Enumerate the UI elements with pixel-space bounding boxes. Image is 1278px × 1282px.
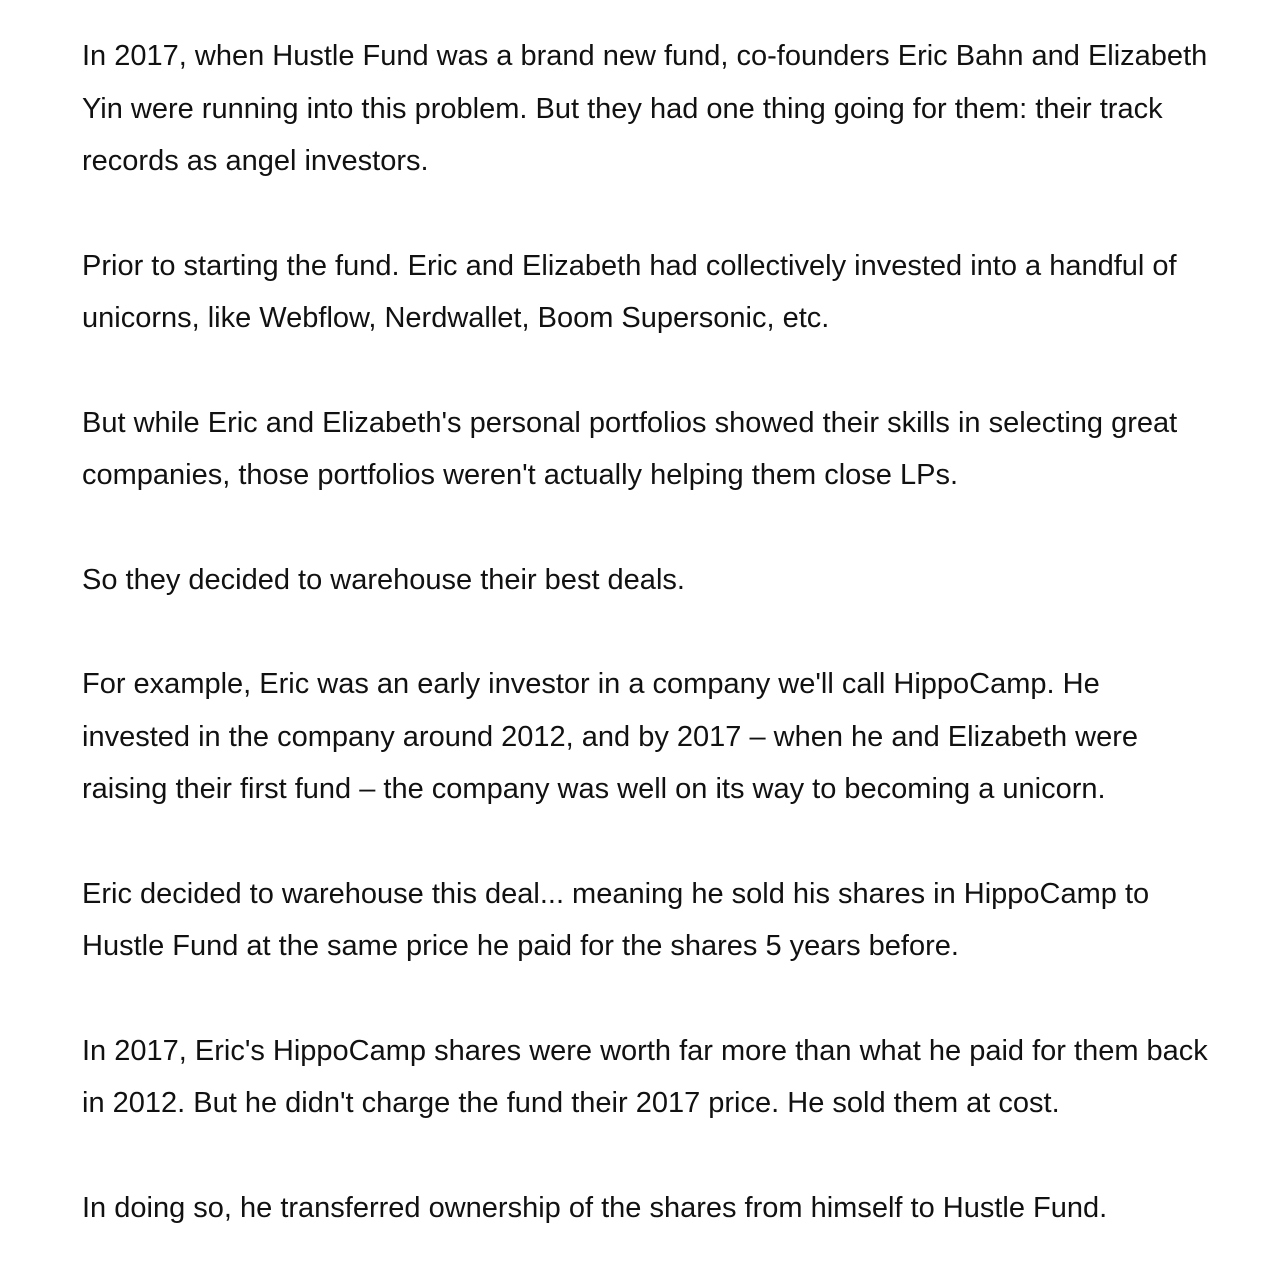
paragraph-6: Eric decided to warehouse this deal... meaning he sold his shares in HippoCamp to Hustle Fund at the same price he paid for the shares 5 years before.: [82, 877, 1150, 962]
paragraph-5: For example, Eric was an early investor in a company we'll call HippoCamp. He invested in the company around 2012, and by 2017 – when he and Elizabeth were raising their first fund – the company was well on its way to becoming a unicorn.: [82, 668, 1139, 805]
paragraph-8: In doing so, he transferred ownership of the shares from himself to Hustle Fund.: [82, 1191, 1108, 1224]
paragraph-7: In 2017, Eric's HippoCamp shares were worth far more than what he paid for them back in 2012. But he didn't charge the fund their 2017 price. He sold them at cost.: [82, 1034, 1208, 1119]
paragraph-2: Prior to starting the fund. Eric and Elizabeth had collectively invested into a handful of unicorns, like Webflow, Nerdwallet, Boom Supersonic, etc.: [82, 249, 1177, 334]
paragraph-3: But while Eric and Elizabeth's personal portfolios showed their skills in selecting great companies, those portfolios weren't actually helping them close LPs.: [82, 406, 1178, 491]
paragraph-4: So they decided to warehouse their best deals.: [82, 563, 685, 596]
paragraph-1: In 2017, when Hustle Fund was a brand new fund, co-founders Eric Bahn and Elizabeth Yin were running into this problem. But they had one thing going for them: their track records as angel investors.: [82, 40, 1208, 177]
